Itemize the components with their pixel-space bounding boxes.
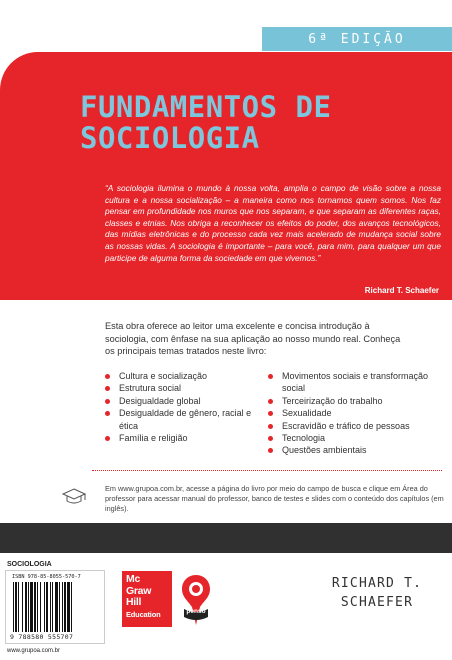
topic-item: Movimentos sociais e transformação social [268,370,448,395]
author-name [312,574,442,612]
author-name-line-1: RICHARD T. [331,576,423,591]
graduation-cap-icon [62,486,86,506]
title-line-2: SOCIOLOGIA [80,121,260,155]
dark-strip [0,523,452,553]
barcode-image [11,582,99,632]
topics-list-right [268,370,448,457]
author-name-line-2: SCHAEFER [340,595,414,610]
topics-list-left [105,370,265,444]
topic-item: Estrutura social [105,382,265,394]
topic-item: Desigualdade global [105,395,265,407]
publisher-logo-line: Mc [126,573,140,585]
imprint-label: penso [186,608,206,615]
topic-item: Cultura e socialização [105,370,265,382]
imprint-logo-icon [178,571,214,627]
subject-label: SOCIOLOGIA [7,561,52,568]
topic-item: Terceirização do trabalho [268,395,448,407]
barcode-digits: 9 788580 555707 [10,633,74,641]
publisher-logo [122,571,172,627]
topic-item: Desigualdade de gênero, racial e ética [105,407,265,432]
publisher-logo-line: Graw [126,584,152,597]
book-title [80,92,440,154]
barcode-box [5,570,105,644]
title-line-1: FUNDAMENTOS DE [80,90,332,124]
topic-item: Família e religião [105,432,265,444]
intro-paragraph: Esta obra oferece ao leitor uma excelente e concisa introdução à sociologia, com ênfase na sua aplicação ao nosso mundo real. Conheça os principais temas tratados neste livro: [105,321,401,357]
topic-item: Tecnologia [268,432,448,444]
topic-item: Escravidão e tráfico de pessoas [268,420,448,432]
quote-author: Richard T. Schaefer [364,286,439,295]
topic-item: Questões ambientais [268,444,448,456]
publisher-logo-line: Education [126,609,161,619]
quote-text: “A sociologia ilumina o mundo à nossa volta, amplia o campo de visão sobre a nossa cultura e a nossa socialização – a maneira como nos tornamos quem somos. Nos faz pensar em profundidade nos muros que nos separam, e que separam as diferentes raças, classes e etnias. Nos obriga a reconhecer os efeitos do poder, dos avanços tecnológicos, das mídias eletrônicas e do processo cada vez mais acelerado de mudança social sobre as nossas vidas. A sociologia é importante – para você, para mim, para qualquer um que participe de alguma forma da sociedade em que vivemos.” [105,183,441,263]
website-url: www.grupoa.com.br [7,648,61,654]
dotted-divider [92,470,442,471]
isbn-text: ISBN 978-85-8055-570-7 [12,574,81,580]
edition-banner: 6ª EDIÇÃO [262,27,452,51]
publisher-logo-line: Hill [126,596,142,608]
topic-item: Sexualidade [268,407,448,419]
online-resources-text: Em www.grupoa.com.br, acesse a página do livro por meio do campo de busca e clique em Área do professor para acessar manual do professor, banco de testes e slides com o conteúdo dos capítulos (em inglês). [105,484,444,514]
